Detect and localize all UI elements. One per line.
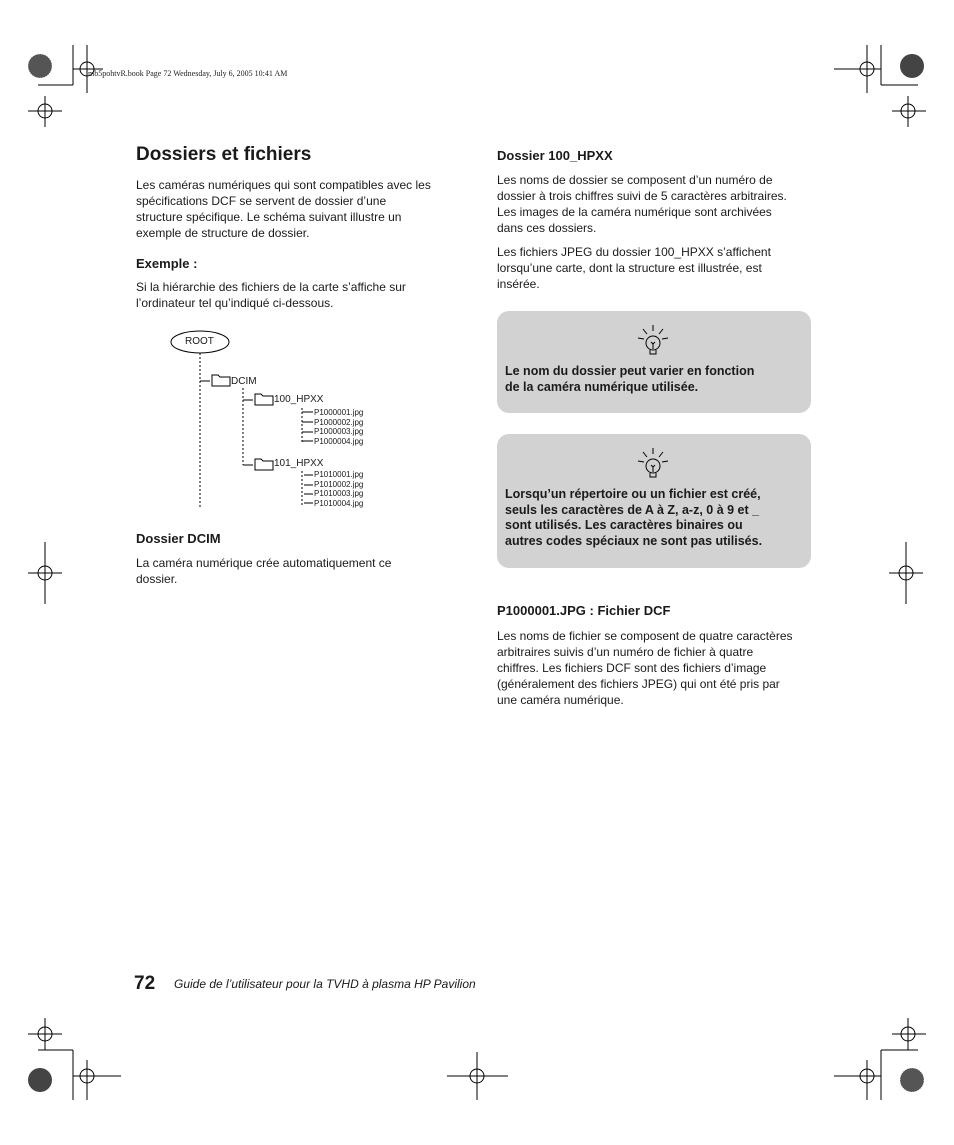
text-line: (généralement des fichiers JPEG) qui ont été pris par <box>497 677 780 691</box>
tree-file: P1010004.jpg <box>314 498 364 508</box>
text-line: sont utilisés. Les caractères binaires ou <box>505 518 743 532</box>
text-line: Les noms de dossier se composent d’un numéro de <box>497 173 773 187</box>
tree-file: P1010001.jpg <box>314 470 364 479</box>
folder-icon <box>255 394 273 405</box>
footer-guide-title: Guide de l’utilisateur pour la TVHD à plasma HP Pavilion <box>174 977 476 991</box>
text-line: autres codes spéciaux ne sont pas utilisés. <box>505 533 763 548</box>
text-line: Lorsqu’un répertoire ou un fichier est créé, <box>505 487 761 501</box>
tree-file: P1000004.jpg <box>314 436 364 446</box>
tree-folder2-label: 101_HPXX <box>274 458 324 469</box>
hpxx-heading: Dossier 100_HPXX <box>497 148 613 163</box>
text-line: La caméra numérique crée automatiquement ce <box>136 556 392 570</box>
text-line: de la caméra numérique utilisée. <box>505 379 699 394</box>
dcf-paragraph <box>497 628 817 708</box>
text-line: Les images de la caméra numérique sont archivées <box>497 205 772 219</box>
text-line: Le nom du dossier peut varier en fonction <box>505 364 755 378</box>
tree-file: P1010003.jpg <box>314 489 364 499</box>
lightbulb-icon <box>637 446 669 482</box>
tree-connectors <box>170 328 430 513</box>
text-line: seuls les caractères de A à Z, a-z, 0 à 9 et _ <box>505 502 760 517</box>
text-line: chiffres. Les fichiers DCF sont des fichiers d’image <box>497 661 767 675</box>
hpxx-paragraph-2 <box>497 244 817 292</box>
tree-files2 <box>314 470 363 508</box>
text-line: dans ces dossiers. <box>497 221 597 235</box>
example-paragraph <box>136 279 456 311</box>
tip-box-2 <box>497 434 811 568</box>
text-line: lorsqu’une carte, dont la structure est illustrée, est <box>497 261 762 275</box>
page-title: Dossiers et fichiers <box>136 144 312 165</box>
text-line: Les fichiers JPEG du dossier 100_HPXX s’affichent <box>497 245 771 259</box>
text-line: Si la hiérarchie des fichiers de la carte s’affiche sur <box>136 280 406 294</box>
tip-2-text <box>505 487 799 549</box>
example-heading: Exemple : <box>136 256 198 271</box>
tree-file: P1000003.jpg <box>314 427 364 437</box>
hpxx-paragraph-1 <box>497 172 817 236</box>
dcim-paragraph <box>136 555 456 587</box>
print-header-meta: mb5pohtvR.book Page 72 Wednesday, July 6, 2005 10:41 AM <box>88 69 288 78</box>
text-line: dossier. <box>136 572 178 586</box>
text-line: insérée. <box>497 277 540 291</box>
text-line: une caméra numérique. <box>497 693 624 707</box>
tree-files1 <box>314 408 363 446</box>
text-line: spécifications DCF se servent de dossier d’une <box>136 194 387 208</box>
text-line: structure spécifique. Le schéma suivant illustre un <box>136 210 402 224</box>
tip-1-text <box>505 364 799 395</box>
text-line: Les caméras numériques qui sont compatibles avec les <box>136 178 431 192</box>
folder-tree-diagram <box>170 328 430 513</box>
tree-file: P1000002.jpg <box>314 417 364 427</box>
tree-root-label: ROOT <box>185 336 214 347</box>
dcf-heading: P1000001.JPG : Fichier DCF <box>497 603 671 618</box>
tree-file: P1000001.jpg <box>314 408 364 417</box>
text-line: Les noms de fichier se composent de quatre caractères <box>497 629 793 643</box>
intro-paragraph <box>136 177 456 241</box>
lightbulb-icon <box>637 323 669 359</box>
text-line: l’ordinateur tel qu’indiqué ci-dessous. <box>136 296 334 310</box>
page-number: 72 <box>134 973 156 994</box>
text-line: arbitraires suivis d’un numéro de fichier à quatre <box>497 645 754 659</box>
folder-icon <box>255 459 273 470</box>
text-line: exemple de structure de dossier. <box>136 226 310 240</box>
tree-folder1-label: 100_HPXX <box>274 394 324 405</box>
tree-dcim-label: DCIM <box>231 376 257 387</box>
tree-file: P1010002.jpg <box>314 479 364 489</box>
dcim-heading: Dossier DCIM <box>136 531 221 546</box>
folder-icon <box>212 375 230 386</box>
text-line: dossier à trois chiffres suivi de 5 caractères arbitraires. <box>497 189 787 203</box>
tip-box-1 <box>497 311 811 413</box>
